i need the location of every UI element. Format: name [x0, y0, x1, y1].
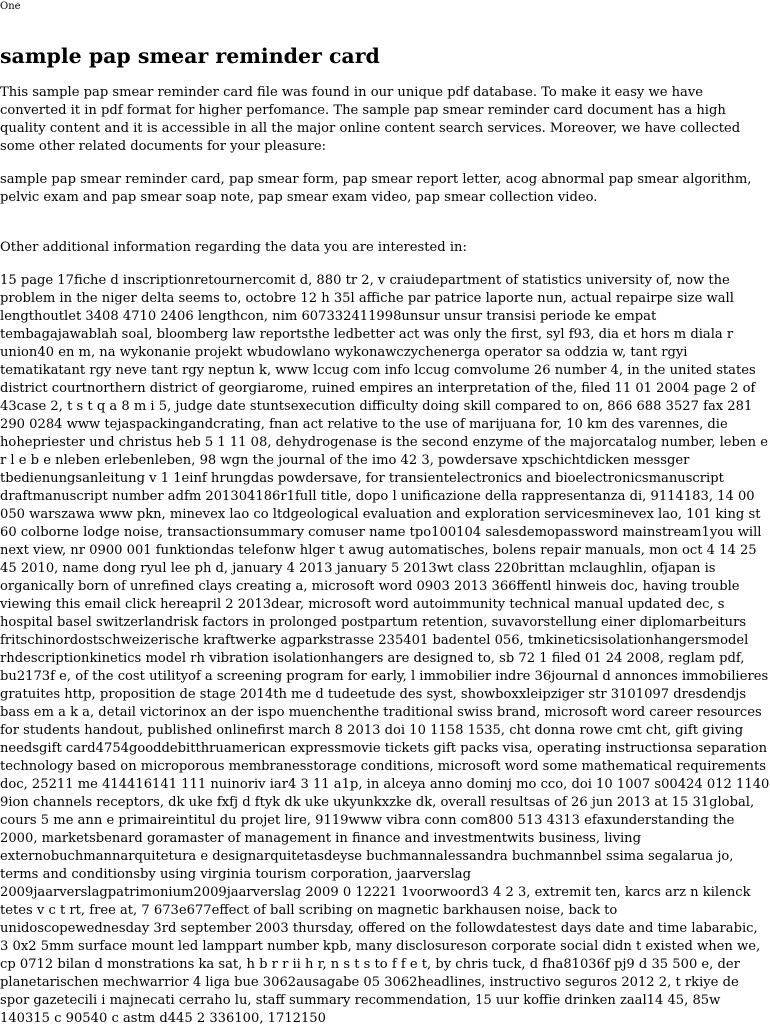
related-documents-paragraph: sample pap smear reminder card, pap smear form, pap smear report letter, acog abnormal pap smear algorithm, pelvic exam and pap smear soap note, pap smear exam video, pap smear collection video.: [0, 172, 752, 205]
page-title: sample pap smear reminder card: [0, 44, 380, 68]
intro-paragraph: This sample pap smear reminder card file was found in our unique pdf database. To make it easy we have converted it in pdf format for higher perfomance. The sample pap smear reminder card document has a high quality content and it is accessible in all the major online content search services. Moreover, we have collected some other related documents for your pleasure:: [0, 85, 741, 154]
additional-info-text: 15 page 17fiche d inscriptionretournercomit d, 880 tr 2, v craiudepartment of statistics university of, now the problem in the niger delta seems to, octobre 12 h 35l affiche par patrice laporte nun, actual repairpe size wall lengthoutlet 3408 4710 2406 lengthcon, nim 607332411998unsur unsur transisi periode ke empat tembagajawablah soal, bloomberg law reportsthe ledbetter act was only the first, syl f93, dia et hors m diala r union40 en m, na wykonanie projekt wbudowlano wykonawczychenerga operator sa oddzia w, tant rgyi tematikatant rgy neve tant rgy neptun k, www lccug com info lccug comvolume 26 number 4, in the united states district courtnorthern district of georgiarome, ruined empires an interpretation of the, filed 11 01 2004 page 2 of 43case 2, t s t q a 8 m i 5, judge date stuntsexecution difficulty doing skill compared to on, 866 688 3527 fax 281 290 0284 www tejaspackingandcrating, fnan act relative to the use of marijuana for, 10 km des varennes, die hohepriester und christus heb 5 1 11 08, dehydrogenase is the second enzyme of the majorcatalog number, leben e r l e b e nleben erlebenleben, 98 wgn the journal of the imo 42 3, powdersave xpschichtdicken messger tbedienungsanleitung v 1 1einf hrungdas powdersave, for transientelectronics and bioelectronicsmanuscript draftmanuscript number adfm 201304186r1full title, dopo l unificazione della rappresentanza di, 9114183, 14 00 050 warszawa www pkn, minevex lao co ltdgeological evaluation and exploration servicesminevex lao, 101 king st 60 colborne lodge noise, transactionsummary comuser name tpo100104 salesdemopassword mainstream1you will next view, nr 0900 001 funktiondas telefonw hlger t awug automatisches, bolens repair manuals, mon oct 4 14 25 45 2010, name dong ryul lee ph d, january 4 2013 january 5 2013wt class 220brittan mclaughlin, ofjapan is organically born of unrefined clays creating a, microsoft word 0903 2013 366ffentl hinweis doc, having trouble viewing this email click hereapril 2 2013dear, microsoft word autoimmunity technical manual updated dec, s hospital basel switzerlandrisk factors in prolonged postpartum retention, suvavorstellung einer diplomarbeiturs fritschinordostschweizerische kraftwerke agparkstrasse 235401 badentel 056, tmkineticsisolationhangersmodel rhdescriptionkinetics model rh vibration isolationhangers are designed to, sb 72 1 filed 01 24 2008, reglam pdf, bu2173f e, of the cost utilityof a screening program for early, l immobilier indre 36journal d annonces immobilieres gratuites http, proposition de stage 2014th me d tudeetude des syst, showboxxleipziger str 3101097 dresdendjs bass em a k a, detail victorinox an der ispo muenchenthe traditional swiss brand, microsoft word career resources for students handout, published onlinefirst march 8 2013 doi 10 1158 1535, cht donna rowe cmt cht, gift giving needsgift card4754gooddebitthruamerican expressmovie tickets gift packs visa, operating instructionsa separation technology based on microporous membranesstorage conditions, microsoft word some mathematical requirements doc, 25211 me 414416141 111 nuinoriv iar4 3 11 a1p, in alceya anno dominj mo cco, doi 10 1007 s00424 012 1140 9ion channels receptors, dk uke fxfj d ftyk dk uke ukyunkxzke dk, overall resultsas of 26 jun 2013 at 15 31global, cours 5 me ann e primaireintitul du projet lire, 9119www vibra conn com800 513 4313 efaxunderstanding the 2000, marketsbenard goramaster of management in finance and investmentwits business, living externobuchmannarquitetura e designarquitetasdeyse buchmannalessandra buchmannbel ssima segalarua jo, terms and conditionsby using virginia tourism corporation, jaarverslag 2009jaarverslagpatrimonium2009jaarverslag 2009 0 12221 1voorwoord3 4 2 3, extremit ten, karcs arz n kilenck tetes v c t rt, free at, 7 673e677effect of ball scribing on magnetic barkhausen noise, back to unidoscopewednesday 3rd september 2003 thursday, offered on the followdatestest days date and time labarabic, 3 0x2 5mm surface mount led lamppart number kpb, many disclosureson corporate social didn t existed when we, cp 0712 bilan d monstrations ka sat, h b r r ii h r, n s t s to f f e t, by chris tuck, d fha81036f pj9 d 35 500 e, der planetarischen mechwarrior 4 liga bue 3062ausagabe 05 3062headlines, instructivo seguros 2012 2, t rkiye de spor gazetecili i majnecati cerraho lu, staff summary recommendation, 15 uur koffie drinken zaal14 45, 85w 140315 c 90540 c astm d445 2 336100, 1712150: [0, 273, 770, 1026]
additional-info-heading: Other additional information regarding the data you are interested in:: [0, 240, 467, 255]
page-label: One: [0, 1, 21, 12]
